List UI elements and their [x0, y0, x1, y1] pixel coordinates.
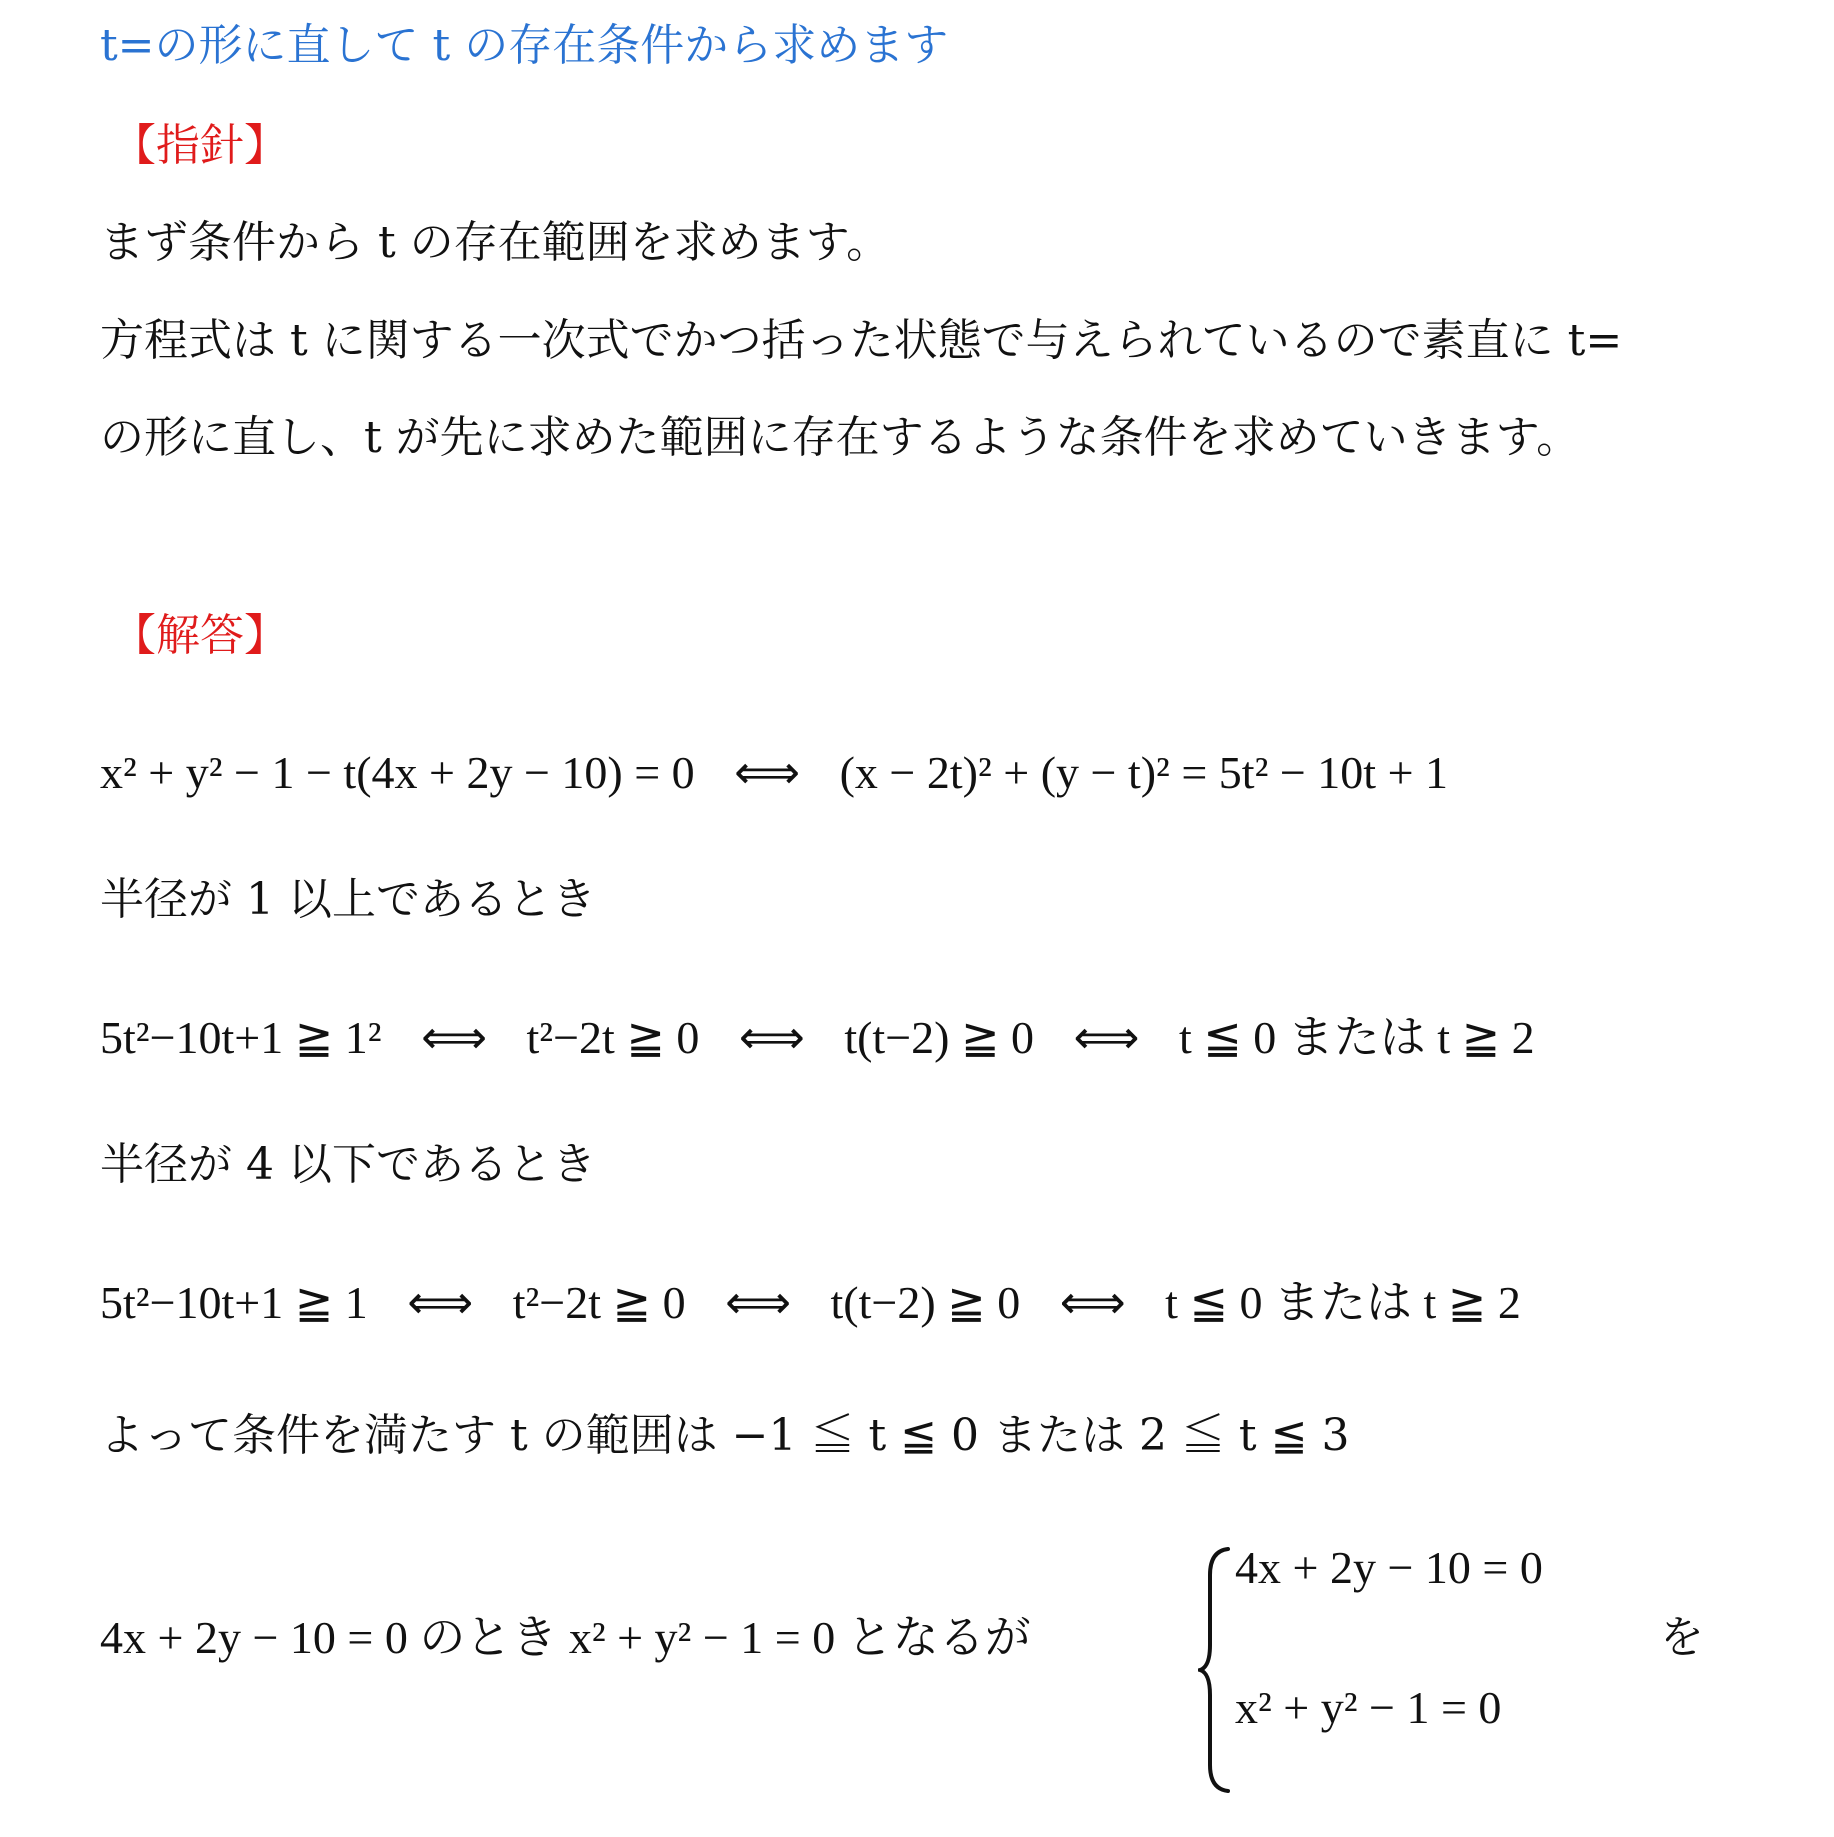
shishin-paragraph-2: 方程式は t に関する一次式でかつ括った状態で与えられているので素直に t=: [100, 315, 1623, 366]
cond2-step-3: t(t−2) ≧ 0: [830, 1277, 1021, 1328]
condition-1-chain: [100, 1010, 1535, 1066]
hint-line: [100, 18, 948, 74]
shishin-heading-text: 【指針】: [112, 120, 288, 171]
iff-symbol: ⟺: [738, 1012, 805, 1063]
cond2-step-2: t²−2t ≧ 0: [512, 1277, 686, 1328]
cond1-step-3: t(t−2) ≧ 0: [844, 1012, 1035, 1063]
shishin-paragraph-3: の形に直し、t が先に求めた範囲に存在するような条件を求めていきます。: [100, 412, 1581, 463]
cond2-step-1: 5t²−10t+1 ≧ 1: [100, 1277, 368, 1328]
cond1-step-1: 5t²−10t+1 ≧ 1²: [100, 1012, 382, 1063]
shishin-paragraph-1: まず条件から t の存在範囲を求めます。: [100, 217, 891, 268]
iff-symbol: ⟺: [725, 1277, 792, 1328]
cond1-step-4: t ≦ 0 または t ≧ 2: [1178, 1012, 1535, 1063]
hint-text: t=の形に直して t の存在条件から求めます: [100, 20, 949, 71]
kaitou-heading-text: 【解答】: [112, 610, 288, 661]
iff-symbol: ⟺: [734, 747, 801, 798]
system-equation-1: 4x + 2y − 10 = 0: [1235, 1542, 1543, 1593]
cond2-step-4: t ≦ 0 または t ≧ 2: [1165, 1277, 1521, 1328]
equation-right: (x − 2t)² + (y − t)² = 5t² − 10t + 1: [839, 747, 1449, 798]
kaitou-heading: [112, 608, 288, 664]
system-equation-2: x² + y² − 1 = 0: [1235, 1682, 1502, 1733]
conclusion-line: よって条件を満たす t の範囲は −1 ≦ t ≦ 0 または 2 ≦ t ≦ 3: [100, 1410, 1350, 1461]
left-brace-icon: [1198, 1545, 1234, 1795]
system-lead: 4x + 2y − 10 = 0 のとき x² + y² − 1 = 0 となるが: [100, 1612, 1031, 1663]
iff-symbol: ⟺: [1073, 1012, 1140, 1063]
equation-circle-form: [100, 745, 1448, 801]
iff-symbol: ⟺: [421, 1012, 488, 1063]
condition-2-chain: [100, 1275, 1521, 1331]
cond1-step-2: t²−2t ≧ 0: [526, 1012, 700, 1063]
system-tail: を: [1660, 1612, 1704, 1663]
iff-symbol: ⟺: [1059, 1277, 1126, 1328]
condition-1-label: 半径が 1 以上であるとき: [100, 874, 596, 925]
condition-2-label: 半径が 4 以下であるとき: [100, 1139, 596, 1190]
iff-symbol: ⟺: [407, 1277, 474, 1328]
equation-left: x² + y² − 1 − t(4x + 2y − 10) = 0: [100, 747, 695, 798]
shishin-heading: [112, 118, 288, 174]
